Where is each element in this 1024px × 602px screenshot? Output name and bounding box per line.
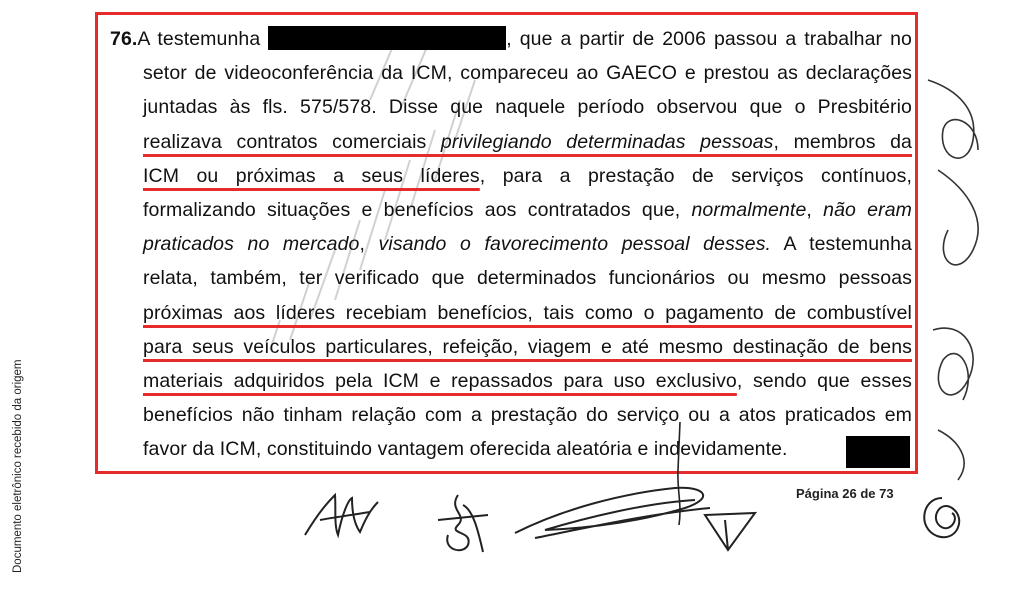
- signature-3: [505, 478, 725, 548]
- signature-margin: [918, 70, 998, 490]
- paragraph-number: 76.: [110, 28, 138, 50]
- side-label-text: Documento eletrônico recebido da origem: [12, 359, 24, 573]
- paragraph-line-9: próximas aos líderes recebiam benefícios, tais como o pagamento de combustível: [143, 301, 912, 324]
- paragraph-line-4: realizava contratos comerciais privilegiando determinadas pessoas, membros da: [143, 130, 912, 153]
- paragraph-line-2: setor de videoconferência da ICM, compareceu ao GAECO e prestou as declarações: [143, 62, 912, 85]
- paragraph-line-5: ICM ou próximas a seus líderes, para a prestação de serviços contínuos,: [143, 164, 912, 187]
- paragraph-line-3: juntadas às fls. 575/578. Disse que naquele período observou que o Presbitério: [143, 96, 912, 119]
- pen-mark: [670, 420, 690, 530]
- paragraph-line-7: praticados no mercado, visando o favorecimento pessoal desses. A testemunha: [143, 233, 912, 256]
- paragraph-line-10: para seus veículos particulares, refeição, viagem e até mesmo destinação de bens: [143, 335, 912, 358]
- signature-2: [428, 490, 498, 560]
- signature-5: [912, 488, 972, 548]
- paragraph-line-11: materiais adquiridos pela ICM e repassados para uso exclusivo, sendo que esses: [143, 369, 912, 392]
- redaction-block-end: [846, 436, 910, 468]
- paragraph-line-12: benefícios não tinham relação com a prestação do serviço ou a atos praticados em: [143, 404, 912, 427]
- signature-4: [700, 505, 760, 555]
- side-label: [12, 345, 26, 575]
- signature-1: [300, 480, 390, 545]
- paragraph-line-1: 76.A testemunha , que a partir de 2006 passou a trabalhar no: [110, 28, 912, 50]
- paragraph-line-8: relata, também, ter verificado que determinados funcionários ou mesmo pessoas: [143, 267, 912, 290]
- paragraph-line-6: formalizando situações e benefícios aos contratados que, normalmente, não eram: [143, 198, 912, 221]
- redaction-block-name: [268, 26, 506, 50]
- paragraph-line-13: favor da ICM, constituindo vantagem oferecida aleatória e indevidamente.: [143, 438, 788, 461]
- page-number: Página 26 de 73: [796, 486, 894, 501]
- testimony-paragraph: [110, 22, 912, 466]
